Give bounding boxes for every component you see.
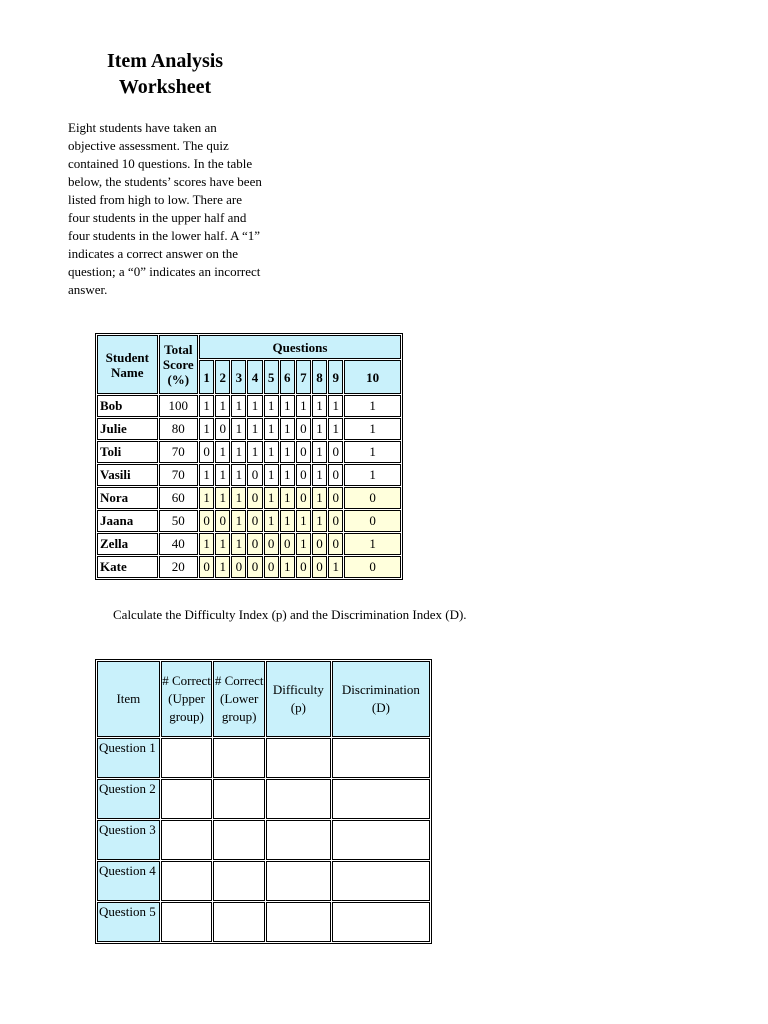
answer-blank-cell[interactable]: [213, 902, 265, 942]
title-line-1: Item Analysis: [106, 50, 224, 72]
title-line-2: Worksheet: [118, 76, 212, 98]
answer-cell: 0: [264, 533, 279, 555]
answer-cell: 1: [247, 441, 262, 463]
answer-cell: 1: [231, 510, 246, 532]
answer-cell: 0: [247, 533, 262, 555]
item-analysis-table: [95, 659, 432, 944]
answer-cell: 1: [344, 441, 401, 463]
answer-cell: 0: [264, 556, 279, 578]
question-item-label: Question 2: [97, 779, 160, 819]
total-score: 100: [159, 395, 198, 417]
total-score: 50: [159, 510, 198, 532]
student-row: [97, 395, 401, 417]
question-number-header: 1: [199, 360, 214, 394]
page-title: [60, 48, 270, 100]
answer-cell: 0: [215, 418, 230, 440]
answer-cell: 0: [199, 510, 214, 532]
answer-cell: 0: [296, 464, 311, 486]
question-number-header: 2: [215, 360, 230, 394]
analysis-row: [97, 902, 430, 942]
answer-blank-cell[interactable]: [332, 738, 430, 778]
answer-cell: 0: [328, 441, 343, 463]
answer-cell: 1: [199, 464, 214, 486]
answer-cell: 1: [312, 441, 327, 463]
answer-cell: 1: [231, 487, 246, 509]
question-number-header: 5: [264, 360, 279, 394]
total-score: 80: [159, 418, 198, 440]
question-number-header: 6: [280, 360, 295, 394]
answer-cell: 0: [247, 510, 262, 532]
answer-cell: 0: [328, 533, 343, 555]
answer-cell: 0: [280, 533, 295, 555]
answer-cell: 1: [231, 395, 246, 417]
analysis-column-header: # Correct (Upper group): [161, 661, 213, 737]
student-row: [97, 487, 401, 509]
answer-blank-cell[interactable]: [266, 902, 331, 942]
answer-cell: 1: [280, 487, 295, 509]
analysis-row: [97, 738, 430, 778]
total-score: 40: [159, 533, 198, 555]
analysis-row: [97, 820, 430, 860]
answer-cell: 1: [264, 395, 279, 417]
questions-header: Questions: [199, 335, 401, 359]
answer-cell: 1: [215, 395, 230, 417]
answer-cell: 1: [199, 533, 214, 555]
answer-cell: 1: [344, 418, 401, 440]
answer-cell: 1: [215, 556, 230, 578]
answer-cell: 1: [344, 533, 401, 555]
answer-cell: 1: [328, 556, 343, 578]
answer-cell: 1: [328, 395, 343, 417]
student-name: Nora: [97, 487, 158, 509]
answer-cell: 0: [328, 464, 343, 486]
answer-cell: 0: [328, 487, 343, 509]
answer-cell: 0: [344, 510, 401, 532]
answer-cell: 0: [231, 556, 246, 578]
student-name: Bob: [97, 395, 158, 417]
analysis-row: [97, 861, 430, 901]
answer-cell: 1: [215, 533, 230, 555]
answer-blank-cell[interactable]: [332, 779, 430, 819]
answer-cell: 0: [296, 556, 311, 578]
answer-cell: 0: [312, 533, 327, 555]
answer-cell: 1: [312, 395, 327, 417]
answer-cell: 1: [280, 395, 295, 417]
answer-cell: 1: [312, 464, 327, 486]
answer-cell: 1: [264, 464, 279, 486]
answer-cell: 1: [247, 418, 262, 440]
answer-cell: 1: [215, 487, 230, 509]
student-name-header: Student Name: [97, 335, 158, 394]
student-row: [97, 533, 401, 555]
answer-blank-cell[interactable]: [213, 779, 265, 819]
answer-cell: 1: [280, 418, 295, 440]
student-name: Julie: [97, 418, 158, 440]
answer-blank-cell[interactable]: [266, 738, 331, 778]
answer-cell: 1: [280, 510, 295, 532]
total-score: 20: [159, 556, 198, 578]
question-number-header: 7: [296, 360, 311, 394]
question-item-label: Question 3: [97, 820, 160, 860]
question-number-header: 4: [247, 360, 262, 394]
answer-cell: 1: [280, 441, 295, 463]
analysis-column-header: Difficulty (p): [266, 661, 331, 737]
answer-cell: 0: [344, 487, 401, 509]
instruction-text: Calculate the Difficulty Index (p) and the Discrimination Index (D).: [113, 607, 467, 622]
answer-cell: 1: [199, 418, 214, 440]
answer-cell: 1: [296, 510, 311, 532]
answer-cell: 0: [247, 556, 262, 578]
answer-cell: 0: [312, 556, 327, 578]
answer-blank-cell[interactable]: [213, 861, 265, 901]
answer-cell: 1: [264, 418, 279, 440]
analysis-column-header: Item: [97, 661, 160, 737]
answer-cell: 0: [199, 556, 214, 578]
answer-cell: 1: [280, 556, 295, 578]
student-name: Toli: [97, 441, 158, 463]
answer-cell: 1: [215, 441, 230, 463]
answer-cell: 1: [344, 464, 401, 486]
answer-blank-cell[interactable]: [161, 861, 213, 901]
answer-cell: 0: [247, 464, 262, 486]
student-row: [97, 510, 401, 532]
student-name: Jaana: [97, 510, 158, 532]
answer-blank-cell[interactable]: [266, 779, 331, 819]
answer-cell: 1: [264, 510, 279, 532]
total-score-header: Total Score (%): [159, 335, 198, 394]
total-score: 70: [159, 464, 198, 486]
answer-blank-cell[interactable]: [161, 779, 213, 819]
student-name: Zella: [97, 533, 158, 555]
answer-blank-cell[interactable]: [332, 820, 430, 860]
answer-cell: 1: [312, 510, 327, 532]
student-scores-table: [95, 333, 403, 580]
answer-blank-cell[interactable]: [213, 820, 265, 860]
answer-cell: 0: [215, 510, 230, 532]
answer-cell: 1: [231, 464, 246, 486]
answer-cell: 1: [199, 487, 214, 509]
question-item-label: Question 4: [97, 861, 160, 901]
answer-cell: 1: [296, 533, 311, 555]
answer-cell: 0: [328, 510, 343, 532]
intro-paragraph: Eight students have taken an objective assessment. The quiz contained 10 questions. In the table below, the students’ scores have been listed from high to low. There are four students in the upper half and four students in the lower half. A “1” indicates a correct answer on the question; a “0” indicates an incorrect answer.: [68, 120, 262, 297]
answer-cell: 1: [264, 441, 279, 463]
student-name: Kate: [97, 556, 158, 578]
answer-cell: 1: [231, 441, 246, 463]
answer-cell: 1: [231, 533, 246, 555]
total-score: 70: [159, 441, 198, 463]
answer-cell: 1: [312, 418, 327, 440]
analysis-column-header: Discrimination (D): [332, 661, 430, 737]
student-row: [97, 556, 401, 578]
answer-blank-cell[interactable]: [266, 861, 331, 901]
answer-cell: 1: [344, 395, 401, 417]
question-item-label: Question 5: [97, 902, 160, 942]
question-number-header: 3: [231, 360, 246, 394]
answer-cell: 1: [296, 395, 311, 417]
answer-blank-cell[interactable]: [213, 738, 265, 778]
answer-cell: 0: [344, 556, 401, 578]
answer-blank-cell[interactable]: [161, 820, 213, 860]
answer-cell: 1: [247, 395, 262, 417]
answer-cell: 1: [280, 464, 295, 486]
answer-blank-cell[interactable]: [266, 820, 331, 860]
analysis-column-header: # Correct (Lower group): [213, 661, 265, 737]
answer-blank-cell[interactable]: [332, 861, 430, 901]
answer-blank-cell[interactable]: [332, 902, 430, 942]
student-row: [97, 418, 401, 440]
answer-blank-cell[interactable]: [161, 738, 213, 778]
answer-cell: 1: [199, 395, 214, 417]
answer-cell: 1: [215, 464, 230, 486]
answer-cell: 0: [296, 441, 311, 463]
answer-cell: 0: [199, 441, 214, 463]
answer-blank-cell[interactable]: [161, 902, 213, 942]
answer-cell: 1: [264, 487, 279, 509]
answer-cell: 0: [296, 418, 311, 440]
question-number-header: 10: [344, 360, 401, 394]
student-row: [97, 464, 401, 486]
question-number-header: 8: [312, 360, 327, 394]
answer-cell: 1: [231, 418, 246, 440]
answer-cell: 0: [296, 487, 311, 509]
question-number-header: 9: [328, 360, 343, 394]
answer-cell: 0: [247, 487, 262, 509]
total-score: 60: [159, 487, 198, 509]
student-name: Vasili: [97, 464, 158, 486]
analysis-row: [97, 779, 430, 819]
answer-cell: 1: [328, 418, 343, 440]
answer-cell: 1: [312, 487, 327, 509]
question-item-label: Question 1: [97, 738, 160, 778]
student-row: [97, 441, 401, 463]
